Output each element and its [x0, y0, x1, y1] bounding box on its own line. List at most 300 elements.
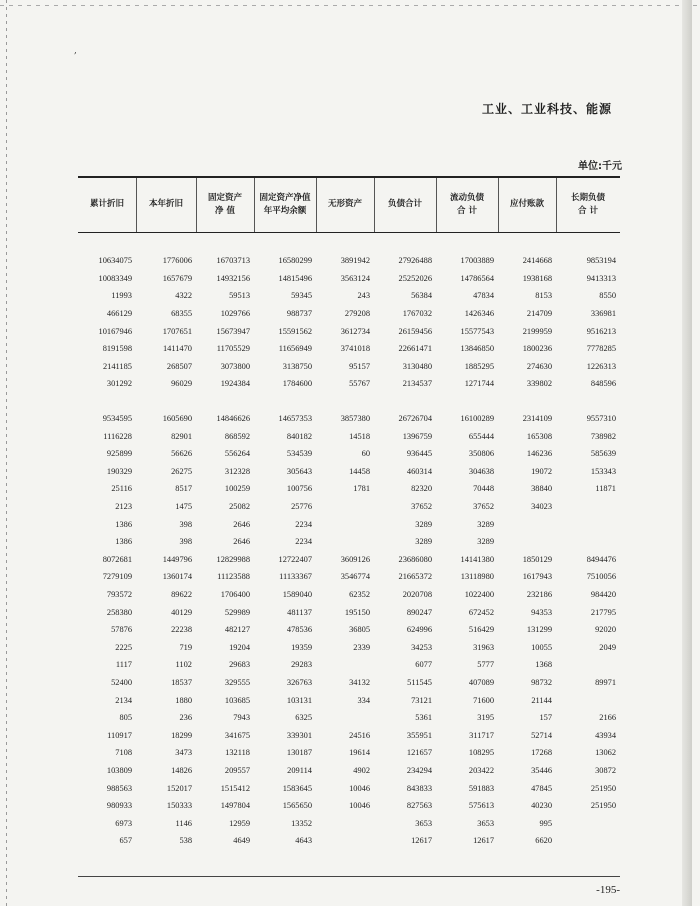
column-header [498, 178, 556, 232]
table-cell: 1146 [175, 818, 192, 828]
table-cell: 34132 [349, 677, 370, 687]
table-cell: 672452 [468, 607, 494, 617]
table-cell: 2134537 [402, 379, 432, 389]
column-header [316, 178, 374, 232]
table-cell: 2199959 [522, 326, 552, 336]
table-cell: 1706400 [220, 589, 250, 599]
table-cell: 3546774 [340, 572, 370, 582]
table-cell: 62352 [349, 589, 370, 599]
table-cell: 1617943 [522, 572, 552, 582]
column-header-line: 累计折旧 [89, 199, 124, 210]
table-cell: 2166 [599, 713, 616, 723]
table-cell: 8191598 [102, 344, 132, 354]
column-divider [316, 178, 317, 232]
table-cell: 195150 [344, 607, 370, 617]
table-cell: 1850129 [522, 554, 552, 564]
table-cell: 25116 [111, 484, 132, 494]
table-cell: 1386 [115, 537, 132, 547]
table-cell: 2646 [233, 519, 250, 529]
table-cell: 7778285 [586, 344, 616, 354]
table-cell: 793572 [106, 589, 132, 599]
table-cell: 3891942 [340, 256, 370, 266]
table-cell: 3289 [477, 537, 494, 547]
table-cell: 14815496 [278, 273, 312, 283]
table-cell [78, 393, 136, 410]
column-divider [556, 178, 557, 232]
table-cell [556, 691, 620, 709]
table-cell: 840182 [286, 431, 312, 441]
table-row-gap [78, 393, 620, 410]
table-cell: 3289 [415, 519, 432, 529]
table-cell [316, 709, 374, 727]
table-cell: 14657353 [278, 414, 312, 424]
table-cell [254, 393, 316, 410]
column-header-line: 固定资产净值 [259, 192, 311, 203]
table-cell [316, 832, 374, 850]
table-cell: 585639 [590, 449, 616, 459]
table-cell: 100756 [286, 484, 312, 494]
table-cell: 3289 [415, 537, 432, 547]
table-cell: 719 [179, 642, 192, 652]
table-cell: 1396759 [402, 431, 432, 441]
table-cell: 209114 [287, 765, 312, 775]
table-cell: 13118980 [460, 572, 494, 582]
table-cell: 2020708 [402, 589, 432, 599]
table-cell [436, 393, 498, 410]
table-cell: 1589040 [282, 589, 312, 599]
section-title: 工业、工业科技、能源 [481, 102, 612, 116]
table-cell: 22238 [171, 625, 192, 635]
stray-mark: , [74, 46, 77, 56]
table-cell [498, 533, 556, 551]
column-header-line: 固定资产 [207, 192, 242, 203]
table-row [78, 515, 620, 533]
table-cell: 82320 [411, 484, 432, 494]
table-cell: 18299 [171, 730, 192, 740]
table-cell: 103685 [224, 695, 250, 705]
table-cell: 251950 [590, 783, 616, 793]
table-cell: 203422 [468, 765, 494, 775]
table-cell: 1565650 [282, 801, 312, 811]
table-cell: 478536 [286, 625, 312, 635]
table-cell: 398 [179, 519, 192, 529]
table-row [78, 762, 620, 780]
table-cell: 407089 [468, 677, 494, 687]
table-row [78, 463, 620, 481]
table-cell: 11123588 [217, 572, 250, 582]
table-cell [556, 533, 620, 551]
table-cell: 3653 [477, 818, 494, 828]
table-cell: 984420 [590, 589, 616, 599]
table-cell: 3609126 [340, 554, 370, 564]
table-cell: 30872 [595, 765, 616, 775]
table-cell: 868592 [224, 431, 250, 441]
table-cell: 47845 [531, 783, 552, 793]
table-cell: 304638 [468, 466, 494, 476]
table-row [78, 322, 620, 340]
table-row [78, 744, 620, 762]
table-cell: 326763 [286, 677, 312, 687]
table-cell [556, 515, 620, 533]
table-cell: 19614 [349, 748, 370, 758]
table-cell: 34253 [411, 642, 432, 652]
table-cell: 11133367 [279, 572, 312, 582]
table-cell: 279208 [344, 309, 370, 319]
table-cell: 511545 [407, 677, 432, 687]
table-cell: 1411470 [162, 344, 192, 354]
table-row [78, 586, 620, 604]
table-cell: 843833 [406, 783, 432, 793]
table-cell: 7279109 [102, 572, 132, 582]
column-header [254, 178, 316, 232]
table-cell [498, 515, 556, 533]
table-cell [498, 393, 556, 410]
table-cell: 5777 [477, 660, 494, 670]
table-cell: 8072681 [102, 554, 132, 564]
table-cell: 2414668 [522, 256, 552, 266]
column-header-line: 合 计 [578, 206, 598, 216]
table-cell: 19204 [229, 642, 250, 652]
table-cell: 7108 [115, 748, 132, 758]
table-cell: 657 [119, 836, 132, 846]
table-cell: 341675 [224, 730, 250, 740]
table-cell: 35446 [531, 765, 552, 775]
table-cell: 1368 [535, 660, 552, 670]
table-cell: 89622 [171, 589, 192, 599]
table-cell: 10634075 [98, 256, 132, 266]
table-cell: 165308 [526, 431, 552, 441]
table-cell: 60 [361, 449, 370, 459]
table-row [78, 358, 620, 376]
table-cell: 3473 [175, 748, 192, 758]
column-divider [196, 178, 197, 232]
data-table [78, 252, 620, 850]
column-header [196, 178, 254, 232]
table-cell: 2646 [233, 537, 250, 547]
table-row [78, 533, 620, 551]
table-cell: 10046 [349, 801, 370, 811]
table-header-rule [78, 232, 620, 233]
table-cell: 13846850 [460, 344, 494, 354]
table-cell: 21144 [531, 695, 552, 705]
table-cell: 1271744 [464, 379, 494, 389]
table-cell: 460314 [406, 466, 432, 476]
table-cell: 14141380 [460, 554, 494, 564]
table-cell: 17003889 [460, 256, 494, 266]
table-cell: 98732 [531, 677, 552, 687]
table-cell: 1784600 [282, 379, 312, 389]
table-cell: 22661471 [398, 344, 432, 354]
table-cell: 1426346 [464, 309, 494, 319]
table-cell: 1360174 [162, 572, 192, 582]
table-cell: 7510056 [586, 572, 616, 582]
column-header-line: 应付账款 [509, 199, 544, 210]
table-cell: 827563 [406, 801, 432, 811]
table-cell: 1880 [175, 695, 192, 705]
table-cell: 146236 [526, 449, 552, 459]
table-cell: 3073800 [220, 361, 250, 371]
table-cell: 575613 [468, 801, 494, 811]
table-cell: 36805 [349, 625, 370, 635]
table-cell: 18537 [171, 677, 192, 687]
table-cell: 131299 [526, 625, 552, 635]
table-cell: 52714 [531, 730, 552, 740]
table-cell: 153343 [590, 466, 616, 476]
column-divider [498, 178, 499, 232]
table-cell: 110917 [107, 730, 132, 740]
table-cell: 312328 [224, 466, 250, 476]
table-cell: 11993 [111, 291, 132, 301]
table-cell: 3130480 [402, 361, 432, 371]
table-cell [556, 814, 620, 832]
scan-top-edge [0, 5, 700, 6]
table-cell: 47834 [473, 291, 494, 301]
table-cell: 59513 [229, 291, 250, 301]
column-header-line: 净 值 [215, 206, 235, 216]
table-cell: 481137 [287, 607, 312, 617]
table-cell: 8517 [175, 484, 192, 494]
table-cell: 234294 [406, 765, 432, 775]
table-cell: 301292 [106, 379, 132, 389]
table-cell: 14826 [171, 765, 192, 775]
table-cell: 37652 [411, 502, 432, 512]
table-row [78, 691, 620, 709]
table-cell: 1116228 [103, 431, 132, 441]
column-header [374, 178, 436, 232]
table-cell: 26275 [171, 466, 192, 476]
table-row [78, 427, 620, 445]
table-row [78, 375, 620, 393]
table-cell: 59345 [291, 291, 312, 301]
table-cell: 268507 [166, 361, 192, 371]
table-cell: 1657679 [162, 273, 192, 283]
table-cell [556, 656, 620, 674]
page-bottom-rule [78, 876, 620, 877]
table-cell: 10046 [349, 783, 370, 793]
table-cell: 26159456 [398, 326, 432, 336]
scan-right-edge [682, 0, 692, 906]
table-cell: 243 [357, 291, 370, 301]
column-divider [436, 178, 437, 232]
table-cell [316, 533, 374, 551]
table-row [78, 287, 620, 305]
table-cell: 3195 [477, 713, 494, 723]
table-cell: 3653 [415, 818, 432, 828]
table-cell: 6973 [115, 818, 132, 828]
table-cell: 14932156 [216, 273, 250, 283]
table-cell: 55767 [349, 379, 370, 389]
table-row [78, 498, 620, 516]
table-cell: 217795 [590, 607, 616, 617]
table-cell: 329555 [224, 677, 250, 687]
table-cell: 738982 [590, 431, 616, 441]
page-number: -195- [596, 884, 620, 896]
table-cell: 56626 [171, 449, 192, 459]
scan-left-edge [6, 0, 7, 906]
table-cell: 339301 [286, 730, 312, 740]
table-cell: 9413313 [586, 273, 616, 283]
table-cell: 2134 [115, 695, 132, 705]
table-cell: 68355 [171, 309, 192, 319]
table-cell: 925899 [106, 449, 132, 459]
table-cell: 591883 [468, 783, 494, 793]
table-cell: 14846626 [216, 414, 250, 424]
table-cell: 2314109 [522, 414, 552, 424]
table-cell: 43934 [595, 730, 616, 740]
table-cell: 1605690 [162, 414, 192, 424]
table-row [78, 621, 620, 639]
table-cell: 274630 [526, 361, 552, 371]
table-row [78, 656, 620, 674]
column-header-line: 合 计 [457, 206, 477, 216]
table-cell: 2339 [353, 642, 370, 652]
table-cell: 40230 [531, 801, 552, 811]
table-cell: 6325 [295, 713, 312, 723]
table-cell: 482127 [224, 625, 250, 635]
column-divider [254, 178, 255, 232]
table-row [78, 252, 620, 270]
table-cell: 4902 [353, 765, 370, 775]
table-cell: 3138750 [282, 361, 312, 371]
table-row [78, 779, 620, 797]
table-row [78, 638, 620, 656]
table-cell: 988563 [106, 783, 132, 793]
table-cell: 305643 [286, 466, 312, 476]
table-cell: 130187 [286, 748, 312, 758]
table-cell: 5361 [415, 713, 432, 723]
column-header-line: 长期负债 [570, 192, 605, 203]
column-divider [374, 178, 375, 232]
table-cell: 10083349 [98, 273, 132, 283]
table-cell: 25776 [291, 502, 312, 512]
table-cell: 336981 [590, 309, 616, 319]
table-row [78, 674, 620, 692]
table-cell: 100259 [224, 484, 250, 494]
table-cell: 1924384 [220, 379, 250, 389]
table-cell: 38840 [531, 484, 552, 494]
table-cell: 108295 [468, 748, 494, 758]
table-cell: 12829988 [216, 554, 250, 564]
table-cell: 1386 [115, 519, 132, 529]
table-cell: 9853194 [586, 256, 616, 266]
table-cell: 15591562 [278, 326, 312, 336]
table-cell: 29683 [229, 660, 250, 670]
table-cell: 10055 [531, 642, 552, 652]
table-cell: 1938168 [522, 273, 552, 283]
table-cell: 355951 [406, 730, 432, 740]
table-cell: 7943 [233, 713, 250, 723]
column-header-line: 本年折旧 [148, 199, 183, 210]
table-cell: 624996 [406, 625, 432, 635]
table-cell: 1781 [353, 484, 370, 494]
table-cell: 3289 [477, 519, 494, 529]
table-cell: 398 [179, 537, 192, 547]
table-cell: 6620 [535, 836, 552, 846]
table-cell: 37652 [473, 502, 494, 512]
table-cell: 1767032 [402, 309, 432, 319]
table-cell: 3741018 [340, 344, 370, 354]
table-cell: 21665372 [398, 572, 432, 582]
table-cell: 534539 [286, 449, 312, 459]
table-cell: 1515412 [220, 783, 250, 793]
table-cell: 70448 [473, 484, 494, 494]
table-cell: 73121 [411, 695, 432, 705]
table-cell: 556264 [224, 449, 250, 459]
table-cell: 23686080 [398, 554, 432, 564]
table-cell: 466129 [106, 309, 132, 319]
table-cell: 2141185 [102, 361, 132, 371]
table-row [78, 797, 620, 815]
table-cell [136, 393, 196, 410]
table-cell: 89971 [595, 677, 616, 687]
table-cell: 190329 [106, 466, 132, 476]
table-cell: 1022400 [464, 589, 494, 599]
table-cell [196, 393, 254, 410]
table-cell: 4322 [175, 291, 192, 301]
column-header-line: 流动负债 [449, 192, 484, 203]
table-row [78, 832, 620, 850]
table-row [78, 340, 620, 358]
table-cell: 16580299 [278, 256, 312, 266]
table-cell: 103131 [286, 695, 312, 705]
table-cell: 26726704 [398, 414, 432, 424]
table-cell: 529989 [224, 607, 250, 617]
table-cell: 1707651 [162, 326, 192, 336]
table-cell: 805 [119, 713, 132, 723]
table-row [78, 445, 620, 463]
table-cell: 15673947 [216, 326, 250, 336]
table-cell: 1117 [115, 660, 132, 670]
table-cell: 57876 [111, 625, 132, 635]
table-row [78, 551, 620, 569]
table-cell: 12959 [229, 818, 250, 828]
table-cell [316, 814, 374, 832]
table-cell: 19072 [531, 466, 552, 476]
table-cell: 1029766 [220, 309, 250, 319]
table-cell: 152017 [166, 783, 192, 793]
table-cell [374, 393, 436, 410]
table-cell: 214709 [526, 309, 552, 319]
table-cell: 1497804 [220, 801, 250, 811]
table-cell: 29283 [291, 660, 312, 670]
table-cell: 936445 [406, 449, 432, 459]
table-cell: 25252026 [398, 273, 432, 283]
table-cell: 13352 [291, 818, 312, 828]
table-cell: 655444 [468, 431, 494, 441]
table-cell: 995 [539, 818, 552, 828]
table-cell: 251950 [590, 801, 616, 811]
table-row [78, 726, 620, 744]
table-cell: 27926488 [398, 256, 432, 266]
table-row [78, 270, 620, 288]
table-row [78, 305, 620, 323]
table-cell: 2123 [115, 502, 132, 512]
table-cell: 4649 [233, 836, 250, 846]
column-header [78, 178, 136, 232]
table-cell: 92020 [595, 625, 616, 635]
table-cell: 24516 [349, 730, 370, 740]
table-cell: 1776006 [162, 256, 192, 266]
column-header-line: 年平均余额 [263, 206, 307, 216]
table-cell [556, 832, 620, 850]
table-cell [556, 393, 620, 410]
table-cell: 12722407 [278, 554, 312, 564]
table-cell: 94353 [531, 607, 552, 617]
table-cell: 11705529 [216, 344, 250, 354]
table-cell: 3857380 [340, 414, 370, 424]
table-cell: 9557310 [586, 414, 616, 424]
column-header-line: 无形资产 [327, 199, 362, 210]
